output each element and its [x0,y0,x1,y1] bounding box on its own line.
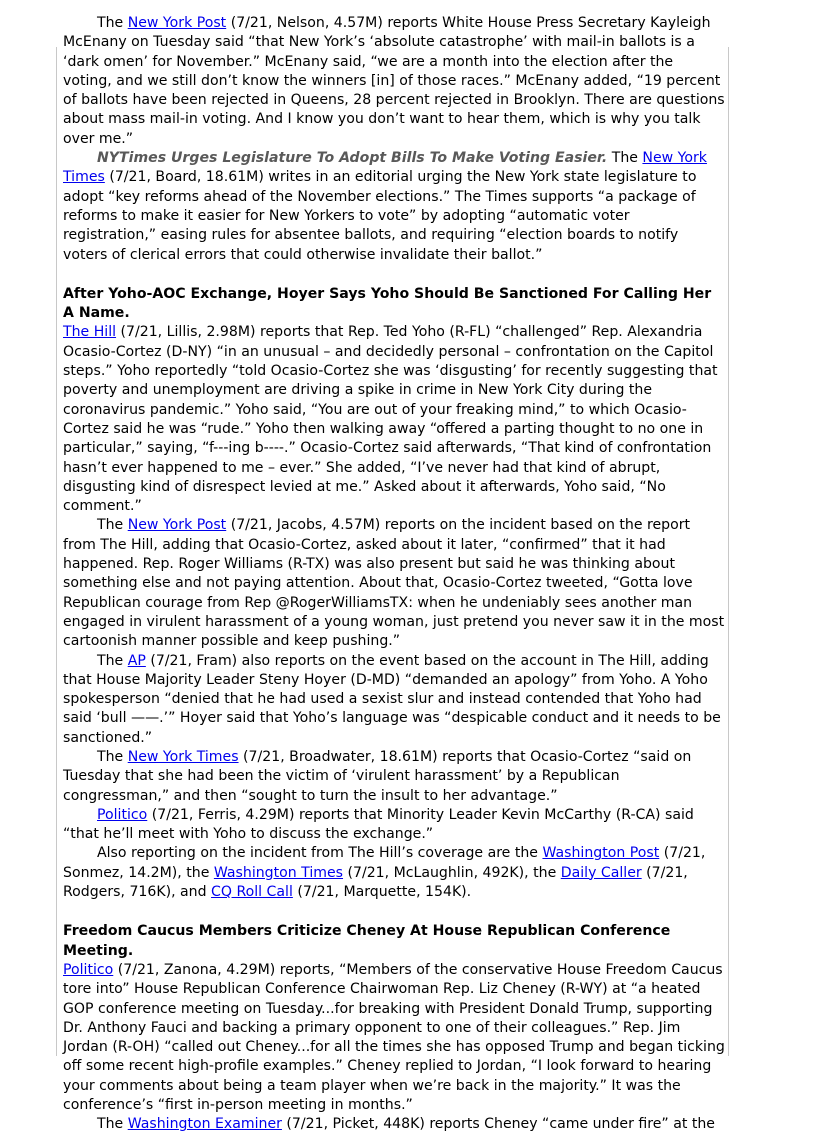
story-headline [63,285,725,324]
body-text: (7/21, Rodgers, 716K), and [63,864,688,901]
source-link[interactable]: Politico [97,806,148,823]
article-paragraph [63,844,725,902]
body-text: (7/21, Fram) also reports on the event based on the account in The Hill, adding that House Majority Leader Steny Hoyer (D-MD) “demanded an apology” from Yoho. A Yoho spokesperson “denied that he had used a sexist slur and instead contended that Yoho had said ‘bull ——.’” Hoyer said that Yoho’s language was “despicable conduct and it needs to be sanctioned.” [63,652,721,746]
source-link[interactable]: Politico [63,961,114,978]
source-link[interactable]: Daily Caller [560,864,642,881]
article-paragraph [63,748,725,806]
source-link[interactable]: Washington Times [213,864,344,881]
source-link[interactable]: Washington Post [542,845,660,862]
article-paragraph [63,806,725,845]
body-text: (7/21, Broadwater, 18.61M) reports that Ocasio-Cortez “said on Tuesday that she had been the victim of ‘virulent harassment’ by a Republican congressman,” and then “sought to turn the insult to her advantage.” [63,748,692,804]
news-briefing-document [63,14,725,1135]
source-link[interactable]: AP [127,652,146,669]
body-text: The [97,1116,128,1133]
body-text: The [607,150,643,167]
subheadline: NYTimes Urges Legislature To Adopt Bills To Make Voting Easier. [97,150,608,167]
source-link[interactable]: CQ Roll Call [211,884,293,901]
source-link[interactable]: New York Times [127,748,239,765]
body-text: The [97,652,128,669]
body-text: (7/21, Sonmez, 14.2M), the [63,845,706,881]
source-link[interactable]: New York Post [127,517,227,534]
body-text: (7/21, Picket, 448K) reports Cheney “came under fire” at the [281,1116,715,1133]
body-text: (7/21, Board, 18.61M) writes in an editorial urging the New York state legislature to adopt “key reforms ahead of the November elections.” The Times supports “a package of reforms to make it easier for New Yorkers to vote” by adopting “automatic voter registration,” easing rules for absentee ballots, and requiring “election boards to notify voters of clerical errors that could otherwise invalidate their ballot.” [63,169,697,263]
article-paragraph [63,516,725,651]
source-link[interactable]: Washington Examiner [127,1116,282,1133]
left-margin-rule [56,47,57,1056]
story-headline [63,922,725,961]
body-text: After Yoho-AOC Exchange, Hoyer Says Yoho Should Be Sanctioned For Calling Her A Name. [63,285,712,322]
body-text: (7/21, Lillis, 2.98M) reports that Rep. Ted Yoho (R-FL) “challenged” Rep. Alexandria Ocasio-Cortez (D-NY) “in an unusual – and decidedly personal – confrontation on the Capitol steps.” Yoho reportedly “told Ocasio-Cortez she was ‘disgusting’ for recently suggesting that poverty and unemployment are driving a spike in crime in New York City during the coronavirus pandemic.” Yoho said, “You are out of your freaking mind,” to which Ocasio-Cortez said he was “rude.” Yoho then walking away “offered a parting thought to no one in particular,” saying, “f---ing b----.” Ocasio-Cortez said afterwards, “That kind of confrontation hasn’t ever happened to me – ever.” She added, “I’ve never had that kind of abrupt, disgusting kind of disrespect levied at me.” Asked about it afterwards, Yoho said, “No comment.” [63,324,718,515]
body-text: The [97,517,128,534]
body-text: The [97,15,128,31]
body-text: Also reporting on the incident from The Hill’s coverage are the [97,845,543,862]
article-paragraph [63,149,725,265]
body-text: (7/21, Jacobs, 4.57M) reports on the incident based on the report from The Hill, adding that Ocasio-Cortez, asked about it later, “confirmed” that it had happened. Rep. Roger Williams (R-TX) was also present but said he was thinking about something else and not paying attention. About that, Ocasio-Cortez tweeted, “Gotta love Republican courage from Rep @RogerWilliamsTX: when he undeniably sees another man engaged in virulent harassment of a young woman, just pretend you never saw it in the most cartoonish manner possible and keep pushing.” [63,517,725,650]
source-link[interactable]: The Hill [63,324,117,341]
source-link[interactable]: New York Times [63,150,707,186]
article-paragraph [63,1115,725,1134]
article-paragraph [63,652,725,748]
body-text: (7/21, McLaughlin, 492K), the [343,864,561,881]
article-paragraph [63,961,725,1115]
article-paragraph [63,14,725,149]
body-text: Freedom Caucus Members Criticize Cheney At House Republican Conference Meeting. [63,923,671,959]
body-text: (7/21, Ferris, 4.29M) reports that Minority Leader Kevin McCarthy (R-CA) said “that he’ll meet with Yoho to discuss the exchange.” [63,806,694,843]
section-gap [63,265,725,285]
body-text: The [97,748,128,765]
right-margin-rule [728,47,729,1056]
article-paragraph [63,323,725,516]
section-gap [63,902,725,922]
body-text: (7/21, Nelson, 4.57M) reports White House Press Secretary Kayleigh McEnany on Tuesday said “that New York’s ‘absolute catastrophe’ with mail-in ballots is a ‘dark omen’ for November.” McEnany said, “we are a month into the election after the voting, and we still don’t know the winners [in] of those races.” McEnany added, “19 percent of ballots have been rejected in Queens, 28 percent rejected in Brooklyn. There are questions about mass mail-in voting. And I know you don’t want to hear them, which is why you talk over me.” [63,15,725,147]
body-text: (7/21, Zanona, 4.29M) reports, “Members of the conservative House Freedom Caucus tore into” House Republican Conference Chairwoman Rep. Liz Cheney (R-WY) at “a heated GOP conference meeting on Tuesday...for breaking with President Donald Trump, supporting Dr. Anthony Fauci and backing a primary opponent to one of their colleagues.” Rep. Jim Jordan (R-OH) “called out Cheney...for all the times she has opposed Trump and began ticking off some recent high-profile examples.” Cheney replied to Jordan, “I look forward to hearing your comments about being a team player when we’re back in the majority.” It was the conference’s “first in-person meeting in months.” [63,961,725,1114]
body-text: (7/21, Marquette, 154K). [292,884,472,901]
source-link[interactable]: New York Post [127,15,227,31]
